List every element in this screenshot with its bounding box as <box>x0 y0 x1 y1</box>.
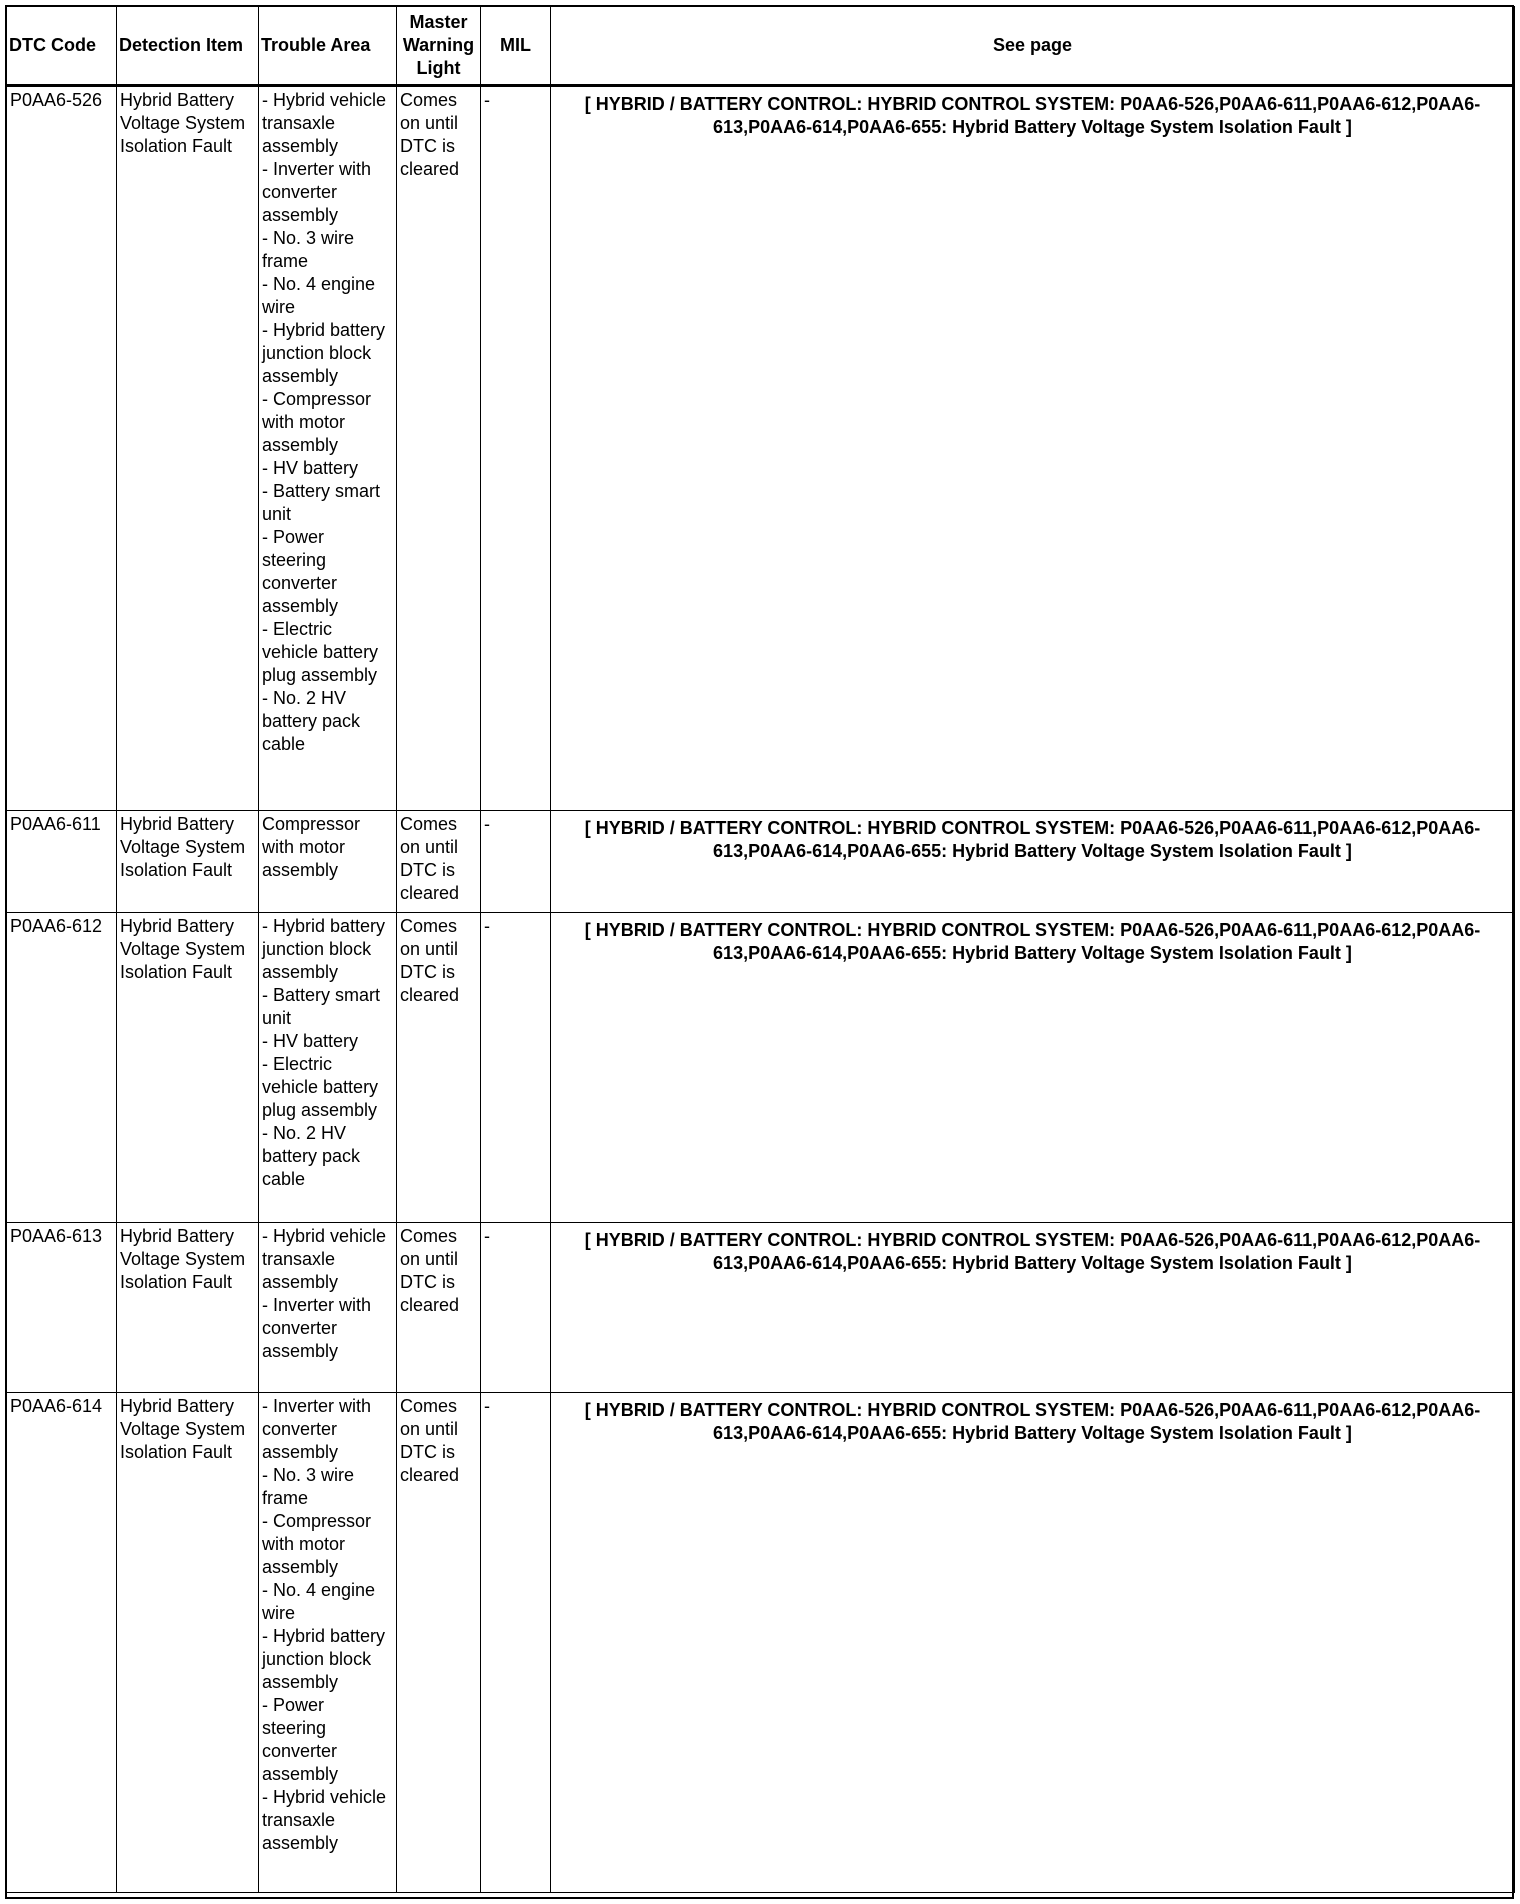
trouble-area-item: - Hybrid vehicle transaxle assembly <box>262 90 387 156</box>
trouble-area-item: - Compressor with motor assembly <box>262 389 372 455</box>
cell-detection-item: Hybrid Battery Voltage System Isolation Fault <box>117 86 259 811</box>
header-trouble-area: Trouble Area <box>259 7 397 86</box>
trouble-area-item: - Inverter with converter assembly <box>262 1295 372 1361</box>
table-body <box>7 86 1515 1893</box>
trouble-area-item: - No. 3 wire frame <box>262 1465 355 1508</box>
cell-see-page-link[interactable]: [ HYBRID / BATTERY CONTROL: HYBRID CONTROL SYSTEM: P0AA6-526,P0AA6-611,P0AA6-612,P0AA6-613,P0AA6-614,P0AA6-655: Hybrid Battery Voltage System Isolation Fault ] <box>551 1223 1515 1393</box>
header-detection-item: Detection Item <box>117 7 259 86</box>
dtc-table <box>6 6 1515 1893</box>
trouble-area-item: - Electric vehicle battery plug assembly <box>262 1054 379 1120</box>
cell-detection-item: Hybrid Battery Voltage System Isolation Fault <box>117 913 259 1223</box>
trouble-area-item: Compressor with motor assembly <box>262 814 361 880</box>
header-mil: MIL <box>481 7 551 86</box>
cell-see-page-link[interactable]: [ HYBRID / BATTERY CONTROL: HYBRID CONTROL SYSTEM: P0AA6-526,P0AA6-611,P0AA6-612,P0AA6-613,P0AA6-614,P0AA6-655: Hybrid Battery Voltage System Isolation Fault ] <box>551 913 1515 1223</box>
trouble-area-item: - No. 4 engine wire <box>262 274 376 317</box>
trouble-area-item: - HV battery <box>262 458 359 478</box>
table-row <box>7 1393 1515 1893</box>
header-row <box>7 7 1515 86</box>
trouble-area-item: - No. 2 HV battery pack cable <box>262 1123 361 1189</box>
cell-detection-item: Hybrid Battery Voltage System Isolation Fault <box>117 811 259 913</box>
cell-dtc-code: P0AA6-613 <box>7 1223 117 1393</box>
trouble-area-item: - Power steering converter assembly <box>262 527 339 616</box>
cell-trouble-area <box>259 913 397 1223</box>
cell-dtc-code: P0AA6-612 <box>7 913 117 1223</box>
trouble-area-item: - Inverter with converter assembly <box>262 1396 372 1462</box>
cell-master-warning-light: Comes on until DTC is cleared <box>397 811 481 913</box>
cell-mil: - <box>481 913 551 1223</box>
cell-mil: - <box>481 1393 551 1893</box>
cell-detection-item: Hybrid Battery Voltage System Isolation Fault <box>117 1393 259 1893</box>
trouble-area-item: - Compressor with motor assembly <box>262 1511 372 1577</box>
cell-dtc-code: P0AA6-526 <box>7 86 117 811</box>
trouble-area-item: - Battery smart unit <box>262 481 381 524</box>
cell-trouble-area <box>259 86 397 811</box>
trouble-area-item: - Hybrid battery junction block assembly <box>262 320 386 386</box>
cell-dtc-code: P0AA6-611 <box>7 811 117 913</box>
cell-detection-item: Hybrid Battery Voltage System Isolation Fault <box>117 1223 259 1393</box>
cell-master-warning-light: Comes on until DTC is cleared <box>397 86 481 811</box>
table-row <box>7 811 1515 913</box>
trouble-area-item: - Power steering converter assembly <box>262 1695 339 1784</box>
cell-see-page-link[interactable]: [ HYBRID / BATTERY CONTROL: HYBRID CONTROL SYSTEM: P0AA6-526,P0AA6-611,P0AA6-612,P0AA6-613,P0AA6-614,P0AA6-655: Hybrid Battery Voltage System Isolation Fault ] <box>551 811 1515 913</box>
trouble-area-item: - Inverter with converter assembly <box>262 159 372 225</box>
table-row <box>7 1223 1515 1393</box>
cell-see-page-link[interactable]: [ HYBRID / BATTERY CONTROL: HYBRID CONTROL SYSTEM: P0AA6-526,P0AA6-611,P0AA6-612,P0AA6-613,P0AA6-614,P0AA6-655: Hybrid Battery Voltage System Isolation Fault ] <box>551 86 1515 811</box>
trouble-area-item: - Hybrid vehicle transaxle assembly <box>262 1226 387 1292</box>
header-master-warning-light: Master Warning Light <box>397 7 481 86</box>
trouble-area-item: - Hybrid battery junction block assembly <box>262 916 386 982</box>
header-dtc-code: DTC Code <box>7 7 117 86</box>
cell-master-warning-light: Comes on until DTC is cleared <box>397 1223 481 1393</box>
cell-mil: - <box>481 811 551 913</box>
trouble-area-item: - HV battery <box>262 1031 359 1051</box>
trouble-area-item: - Hybrid battery junction block assembly <box>262 1626 386 1692</box>
table-row <box>7 913 1515 1223</box>
trouble-area-item: - Hybrid vehicle transaxle assembly <box>262 1787 387 1853</box>
cell-trouble-area <box>259 1223 397 1393</box>
cell-trouble-area <box>259 1393 397 1893</box>
trouble-area-item: - Battery smart unit <box>262 985 381 1028</box>
cell-mil: - <box>481 86 551 811</box>
table-header <box>7 7 1515 86</box>
header-see-page: See page <box>551 7 1515 86</box>
trouble-area-item: - No. 4 engine wire <box>262 1580 376 1623</box>
cell-dtc-code: P0AA6-614 <box>7 1393 117 1893</box>
cell-trouble-area <box>259 811 397 913</box>
trouble-area-item: - No. 2 HV battery pack cable <box>262 688 361 754</box>
cell-master-warning-light: Comes on until DTC is cleared <box>397 1393 481 1893</box>
trouble-area-item: - No. 3 wire frame <box>262 228 355 271</box>
trouble-area-item: - Electric vehicle battery plug assembly <box>262 619 379 685</box>
cell-mil: - <box>481 1223 551 1393</box>
cell-master-warning-light: Comes on until DTC is cleared <box>397 913 481 1223</box>
table-row <box>7 86 1515 811</box>
cell-see-page-link[interactable]: [ HYBRID / BATTERY CONTROL: HYBRID CONTROL SYSTEM: P0AA6-526,P0AA6-611,P0AA6-612,P0AA6-613,P0AA6-614,P0AA6-655: Hybrid Battery Voltage System Isolation Fault ] <box>551 1393 1515 1893</box>
